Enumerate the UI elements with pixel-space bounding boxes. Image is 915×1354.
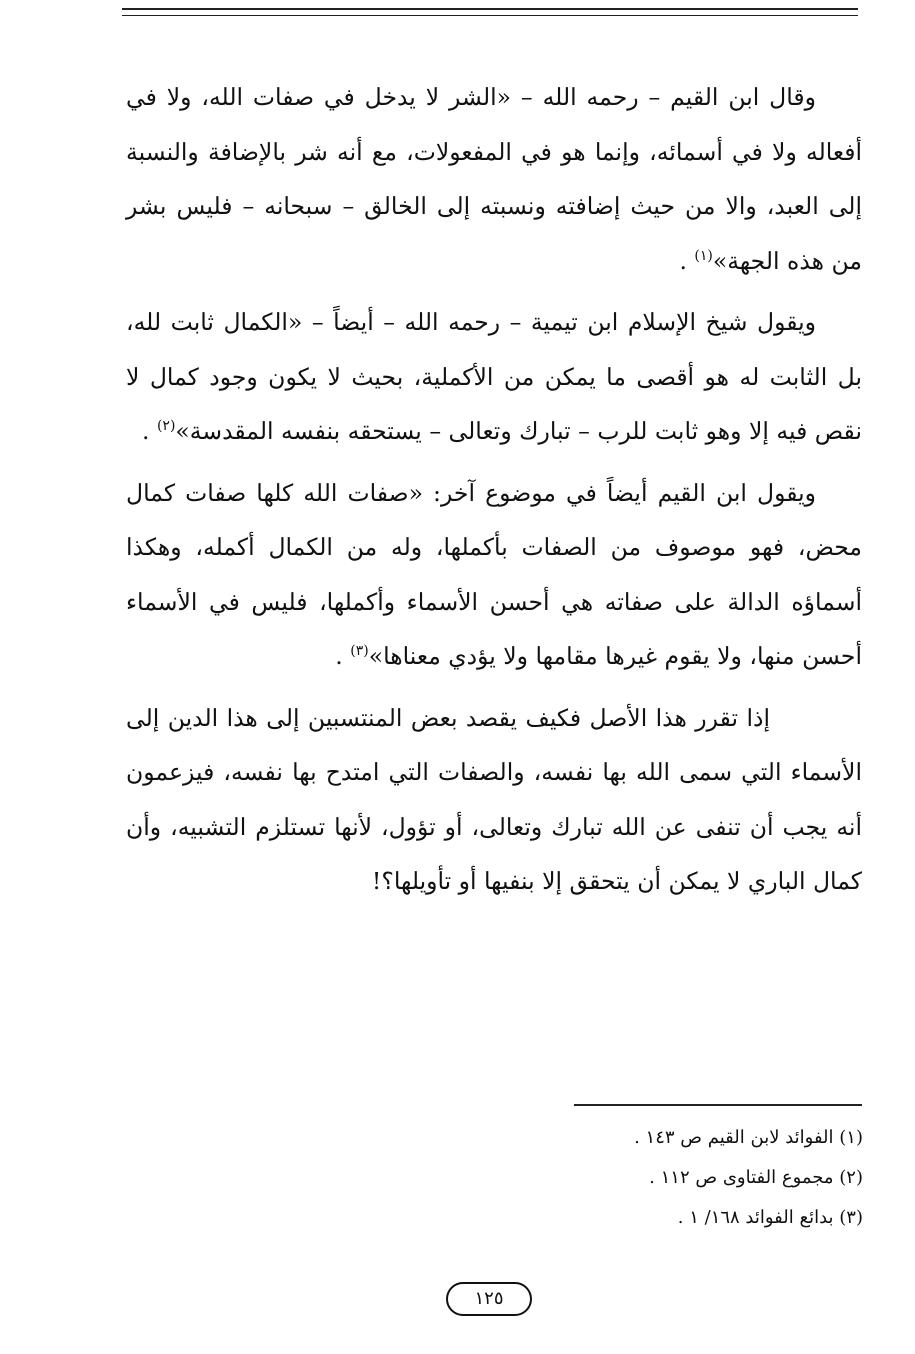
- paragraph-text: ويقول ابن القيم أيضاً في موضوع آخر: «صفات الله كلها صفات كمال محض، فهو موصوف من الصفات بأكملها، وله من الكمال أكمله، وهكذا أسماؤه الدالة على صفاته هي أحسن الأسماء وأكملها، فليس في الأسماء أحسن منها، ولا يقوم غيرها مقامها ولا يؤدي معناها»: [126, 478, 862, 670]
- footnote: (٣) بدائع الفوائد ١٦٨/ ١ .: [677, 1207, 863, 1228]
- top-rule-thick: [122, 8, 858, 10]
- paragraph-end: .: [679, 246, 695, 275]
- paragraph-text: وقال ابن القيم – رحمه الله – «الشر لا يدخل في صفات الله، ولا في أفعاله ولا في أسمائه، وإنما هو في المفعولات، مع أنه شر بالإضافة والنسبة إلى العبد، والا من حيث إضافته ونسبته إلى الخالق – سبحانه – فليس بشر من هذه الجهة»: [126, 83, 862, 275]
- paragraph: [126, 466, 862, 684]
- top-rule-thin: [122, 15, 858, 16]
- footnote: (٢) مجموع الفتاوى ص ١١٢ .: [649, 1167, 863, 1188]
- paragraph-end: .: [141, 417, 157, 445]
- footnote-ref: (٢): [156, 418, 176, 435]
- page-number: ١٢٥: [446, 1282, 532, 1316]
- paragraph: [126, 691, 862, 909]
- paragraph: [126, 295, 862, 459]
- paragraph-text: ويقول شيخ الإسلام ابن تيمية – رحمه الله – أيضاً – «الكمال ثابت لله، بل الثابت له هو أقصى ما يمكن من الأكملية، بحيث لا يكون وجود كمال لا نقص فيه إلا وهو ثابت للرب – تبارك وتعالى – يستحقه بنفسه المقدسة»: [126, 308, 862, 445]
- footnotes: [560, 1118, 863, 1238]
- footnote-ref: (١): [694, 247, 713, 264]
- main-text: [126, 70, 862, 916]
- paragraph: [126, 70, 862, 288]
- footnote-separator: [574, 1104, 862, 1106]
- footnote-ref: (٣): [350, 643, 369, 660]
- footnote: (١) الفوائد لابن القيم ص ١٤٣ .: [634, 1127, 863, 1148]
- paragraph-end: .: [335, 642, 351, 670]
- paragraph-text: إذا تقرر هذا الأصل فكيف يقصد بعض المنتسبين إلى هذا الدين إلى الأسماء التي سمى الله بها نفسه، والصفات التي امتدح بها نفسه، فيزعمون أنه يجب أن تنفى عن الله تبارك وتعالى، أو تؤول، لأنها تستلزم التشبيه، وأن كمال الباري لا يمكن أن يتحقق إلا بنفيها أو تأويلها؟!: [126, 703, 862, 895]
